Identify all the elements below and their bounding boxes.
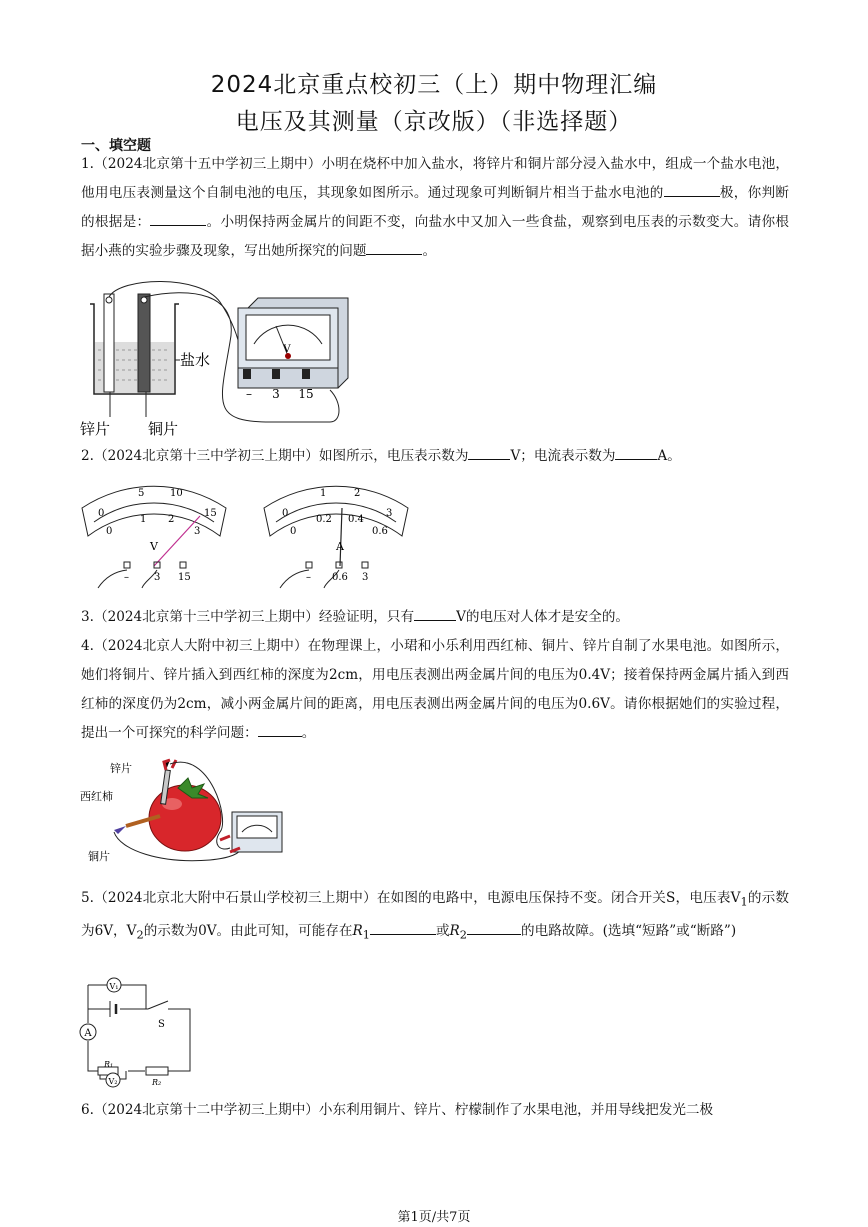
figure-meters <box>80 478 420 590</box>
title-line-1: 2024北京重点校初三（上）期中物理汇编 <box>210 72 658 98</box>
q5-r2-sub: 2 <box>459 927 468 942</box>
fig5-r2-label: R₂ <box>152 1078 162 1087</box>
q5-sub-2: 2 <box>136 927 144 942</box>
q2-blank-1 <box>468 445 510 460</box>
figure-saltwater-battery <box>80 282 380 442</box>
ammeter-dial <box>264 486 408 588</box>
q6-number: 6. <box>81 1102 94 1118</box>
v-term-1: 3 <box>154 572 161 583</box>
q2-text-c: A。 <box>657 448 681 464</box>
section-heading: 一、填空题 <box>81 138 151 154</box>
a-top-0: 0 <box>282 508 289 519</box>
q3-number: 3. <box>81 609 94 625</box>
q5-text-e: 的电路故障。(选填“短路”或“断路”) <box>521 922 737 939</box>
question-1 <box>81 150 789 266</box>
q4-text-b: 。 <box>301 725 316 741</box>
q5-r1: R <box>352 922 363 939</box>
fig5-v2-label: V₂ <box>108 1077 118 1086</box>
fig4-tomato-label: 西红柿 <box>80 790 113 803</box>
q5-blank-1 <box>370 920 436 935</box>
q5-r2: R <box>449 922 460 939</box>
q1-text-c: 。小明保持两金属片的间距不变，向盐水中又加入一些食盐，观察到电压表的示数变大。请你根据小燕的实验步骤及现象，写出她所探究的问题 <box>81 214 790 259</box>
q5-source: （2024北京北大附中石景山学校初三上期中） <box>93 890 377 906</box>
a-term-0: – <box>306 572 311 583</box>
fig4-zinc-label: 锌片 <box>110 762 132 775</box>
a-bot-0: 0 <box>290 526 297 537</box>
q4-text-a: 在物理课上，小珺和小乐利用西红柿、铜片、锌片自制了水果电池。如图所示，她们将铜片、锌片插入到西红柿的深度为2cm，用电压表测出两金属片间的电压为0.4V；接着保持两金属片插入到西红柿的深度仍为2cm，减小两金属片间的距离，用电压表测出两金属片间的电压为0.6V。请你根据她们的实验过程，提出一个可探究的科学问题： <box>81 638 789 741</box>
q5-number: 5. <box>81 890 94 906</box>
q4-number: 4. <box>81 638 94 654</box>
question-2 <box>81 442 789 471</box>
fig1-saltwater-label: 盐水 <box>180 351 211 369</box>
q5-text-d: 或 <box>435 922 450 939</box>
voltmeter-dial <box>82 486 226 588</box>
q5-blank-2 <box>467 920 521 935</box>
fig1-v-label: V <box>283 344 291 355</box>
question-5 <box>81 884 789 949</box>
q6-source: （2024北京第十二中学初三上期中） <box>93 1102 319 1118</box>
v-top-3: 15 <box>204 508 217 519</box>
v-term-0: – <box>124 572 129 583</box>
q3-text-b: V的电压对人体才是安全的。 <box>456 609 630 625</box>
figure-circuit <box>80 975 200 1087</box>
a-bot-2: 0.4 <box>348 514 364 525</box>
fig5-s-label: S <box>158 1019 165 1030</box>
q5-text-b: 的示数为6V，V <box>81 890 790 939</box>
q6-text-a: 小东利用铜片、锌片、柠檬制作了水果电池，并用导线把发光二极 <box>318 1102 714 1118</box>
page-footer: 第1页/共7页 <box>397 1210 471 1225</box>
fig1-terminal-3: 3 <box>272 387 280 401</box>
q2-text-b: V；电流表示数为 <box>510 448 616 464</box>
a-term-2: 3 <box>362 572 369 583</box>
q4-blank-1 <box>258 722 302 737</box>
v-symbol: V <box>150 540 158 553</box>
q4-source: （2024北京人大附中初三上期中） <box>93 638 308 654</box>
fig4-copper-label: 铜片 <box>88 850 110 863</box>
q2-number: 2. <box>81 448 94 464</box>
a-top-2: 2 <box>354 488 361 499</box>
a-top-3: 3 <box>386 508 393 519</box>
copper-plate <box>138 294 150 392</box>
q3-text-a: 经验证明，只有 <box>318 609 415 625</box>
q1-blank-3 <box>366 240 422 255</box>
zinc-plate <box>104 294 114 392</box>
figure-tomato-battery <box>80 760 290 872</box>
v-top-2: 10 <box>170 488 183 499</box>
q5-sub-1: 1 <box>740 894 748 909</box>
q1-text-a: 小明在烧杯中加入盐水，将锌片和铜片部分浸入盐水中，组成一个盐水电池，他用电压表测量这个自制电池的电压，其现象如图所示。通过现象可判断铜片相当于盐水电池的 <box>81 156 789 201</box>
a-bot-3: 0.6 <box>372 526 388 537</box>
fig5-v1-label: V₁ <box>109 982 119 991</box>
q1-blank-2 <box>150 211 206 226</box>
q2-text-a: 如图所示，电压表示数为 <box>318 448 469 464</box>
title-line-2: 电压及其测量（京改版）（非选择题） <box>235 109 633 135</box>
v-term-2: 15 <box>178 572 191 583</box>
fig5-r1-label: R₁ <box>104 1060 114 1069</box>
a-symbol: A <box>336 540 344 553</box>
v-top-1: 5 <box>138 488 145 499</box>
q1-text-b: 极，你判断的根据是： <box>81 185 790 230</box>
q1-blank-1 <box>664 182 720 197</box>
a-top-1: 1 <box>320 488 327 499</box>
q1-source: （2024北京第十五中学初三上期中） <box>93 156 322 172</box>
v-bot-1: 1 <box>140 514 147 525</box>
q5-text-c: 的示数为0V。由此可知，可能存在 <box>143 922 353 939</box>
a-term-1: 0.6 <box>332 572 348 583</box>
q1-text-d: 。 <box>422 243 437 259</box>
question-3 <box>81 603 789 632</box>
v-top-0: 0 <box>98 508 105 519</box>
q5-r1-sub: 1 <box>362 927 370 942</box>
v-bot-3: 3 <box>194 526 201 537</box>
q2-blank-2 <box>615 445 657 460</box>
q3-blank-1 <box>414 606 456 621</box>
q5-text-a: 在如图的电路中，电源电压保持不变。闭合开关S，电压表V <box>376 890 741 906</box>
q2-source: （2024北京第十三中学初三上期中） <box>93 448 319 464</box>
fig1-copper-label: 铜片 <box>148 420 179 438</box>
a-bot-1: 0.2 <box>316 514 332 525</box>
fig1-zinc-label: 锌片 <box>80 420 111 438</box>
fig1-terminal-15: 15 <box>298 387 314 401</box>
fig5-a-label: A <box>84 1028 92 1039</box>
q3-source: （2024北京第十三中学初三上期中） <box>93 609 319 625</box>
question-4 <box>81 632 789 748</box>
q1-number: 1. <box>81 156 94 172</box>
question-6 <box>81 1096 789 1125</box>
v-bot-0: 0 <box>106 526 113 537</box>
fig1-minus: – <box>246 387 252 401</box>
v-bot-2: 2 <box>168 514 175 525</box>
